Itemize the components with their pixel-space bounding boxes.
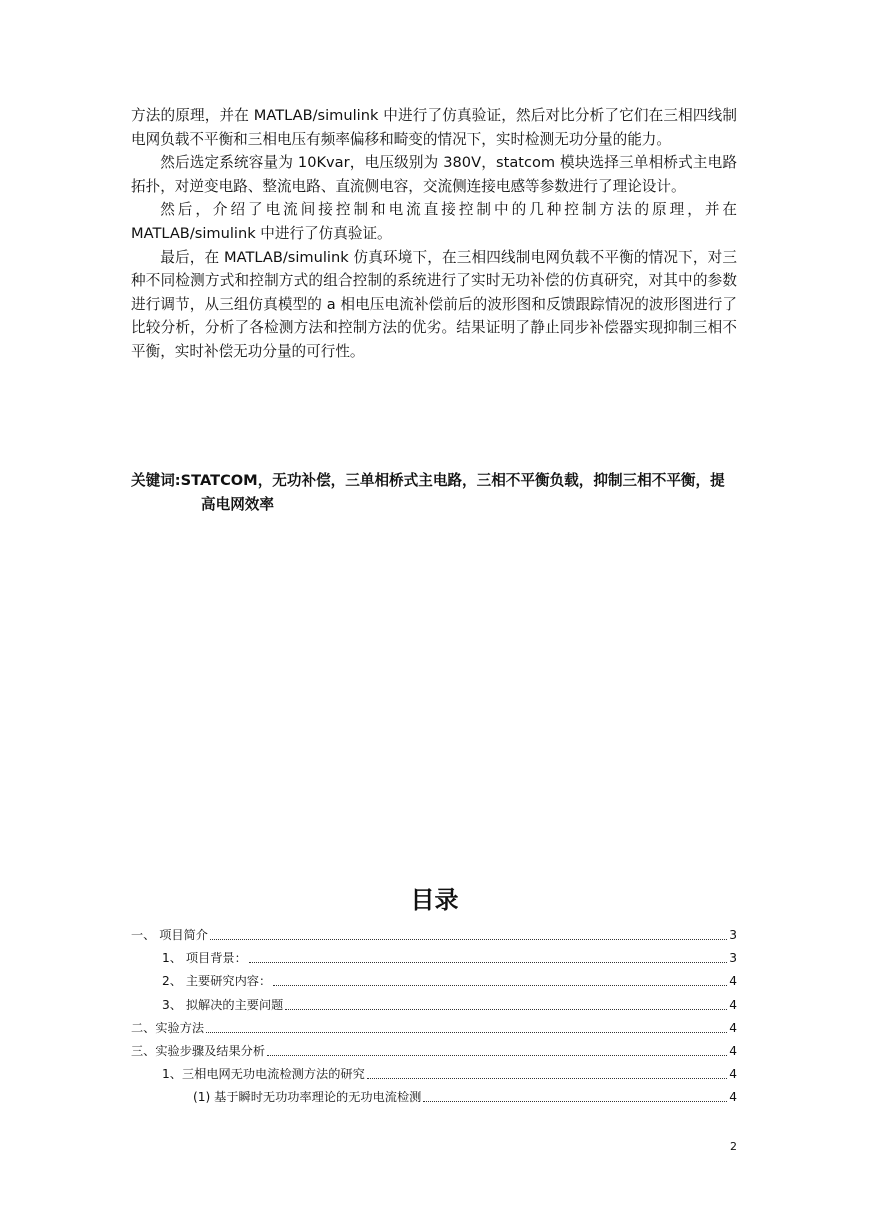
paragraph-2: 然后选定系统容量为 10Kvar，电压级别为 380V，statcom 模块选择三单相桥式主电路拓扑，对逆变电路、整流电路、直流侧电容，交流侧连接电感等参数进行了理论设计。 [131, 154, 737, 195]
toc-entry-label: 二、实验方法 [131, 1020, 205, 1035]
toc-entry[interactable] [131, 1040, 737, 1063]
table-of-contents [131, 924, 737, 1110]
abstract-body [131, 104, 737, 364]
toc-entry[interactable] [131, 1063, 737, 1086]
toc-entry-page: 4 [729, 974, 737, 989]
toc-entry[interactable] [131, 994, 737, 1017]
toc-leader [273, 985, 727, 986]
toc-entry-label: 一、 项目简介 [131, 928, 208, 942]
keywords: 关键词:STATCOM，无功补偿，三单相桥式主电路，三相不平衡负载，抑制三相不平衡，提高电网效率 [131, 472, 725, 513]
page-number: 2 [730, 1140, 737, 1153]
paragraph-3: 然后，介绍了电流间接控制和电流直接控制中的几种控制方法的原理，并在MATLAB/simulink 中进行了仿真验证。 [131, 201, 737, 242]
toc-entry-label: 2、 主要研究内容： [162, 974, 272, 989]
toc-leader [285, 1009, 727, 1010]
toc-entry-page: 4 [729, 1067, 737, 1082]
toc-leader [206, 1032, 727, 1033]
toc-entry-label: 3、 拟解决的主要问题 [162, 997, 284, 1012]
toc-entry-page: 4 [729, 1043, 737, 1058]
toc-entry-page: 4 [729, 1090, 737, 1105]
paragraph-4: 最后，在 MATLAB/simulink 仿真环境下，在三相四线制电网负载不平衡的情况下，对三种不同检测方式和控制方式的组合控制的系统进行了实时无功补偿的仿真研究，对其中的参数进行调节，从三组仿真模型的 a 相电压电流补偿前后的波形图和反馈跟踪情况的波形图进行了比较分析，分析了各检测方法和控制方法的优劣。结果证明了静止同步补偿器实现抑制三相不平衡，实时补偿无功分量的可行性。 [131, 248, 737, 360]
toc-entry[interactable] [131, 1086, 737, 1109]
toc-leader [423, 1101, 727, 1102]
toc-entry[interactable] [131, 970, 737, 993]
toc-entry-page: 3 [729, 951, 737, 966]
toc-leader [210, 939, 727, 940]
toc-entry-label: 1、三相电网无功电流检测方法的研究 [162, 1067, 365, 1082]
toc-entry[interactable] [131, 924, 737, 947]
toc-entry-label: (1) 基于瞬时无功功率理论的无功电流检测 [193, 1090, 422, 1105]
toc-entry-label: 三、实验步骤及结果分析 [131, 1043, 266, 1058]
toc-entry[interactable] [131, 1017, 737, 1040]
toc-entry-page: 4 [729, 997, 737, 1012]
toc-leader [249, 962, 727, 963]
toc-title: 目录 [410, 886, 459, 914]
toc-entry-page: 4 [729, 1020, 737, 1035]
toc-leader [267, 1055, 727, 1056]
toc-leader [367, 1078, 727, 1079]
toc-entry[interactable] [131, 947, 737, 970]
toc-entry-page: 3 [729, 928, 737, 942]
paragraph-1: 方法的原理，并在 MATLAB/simulink 中进行了仿真验证，然后对比分析了它们在三相四线制电网负载不平衡和三相电压有频率偏移和畸变的情况下，实时检测无功分量的能力。 [131, 107, 737, 148]
toc-entry-label: 1、 项目背景： [162, 951, 247, 966]
